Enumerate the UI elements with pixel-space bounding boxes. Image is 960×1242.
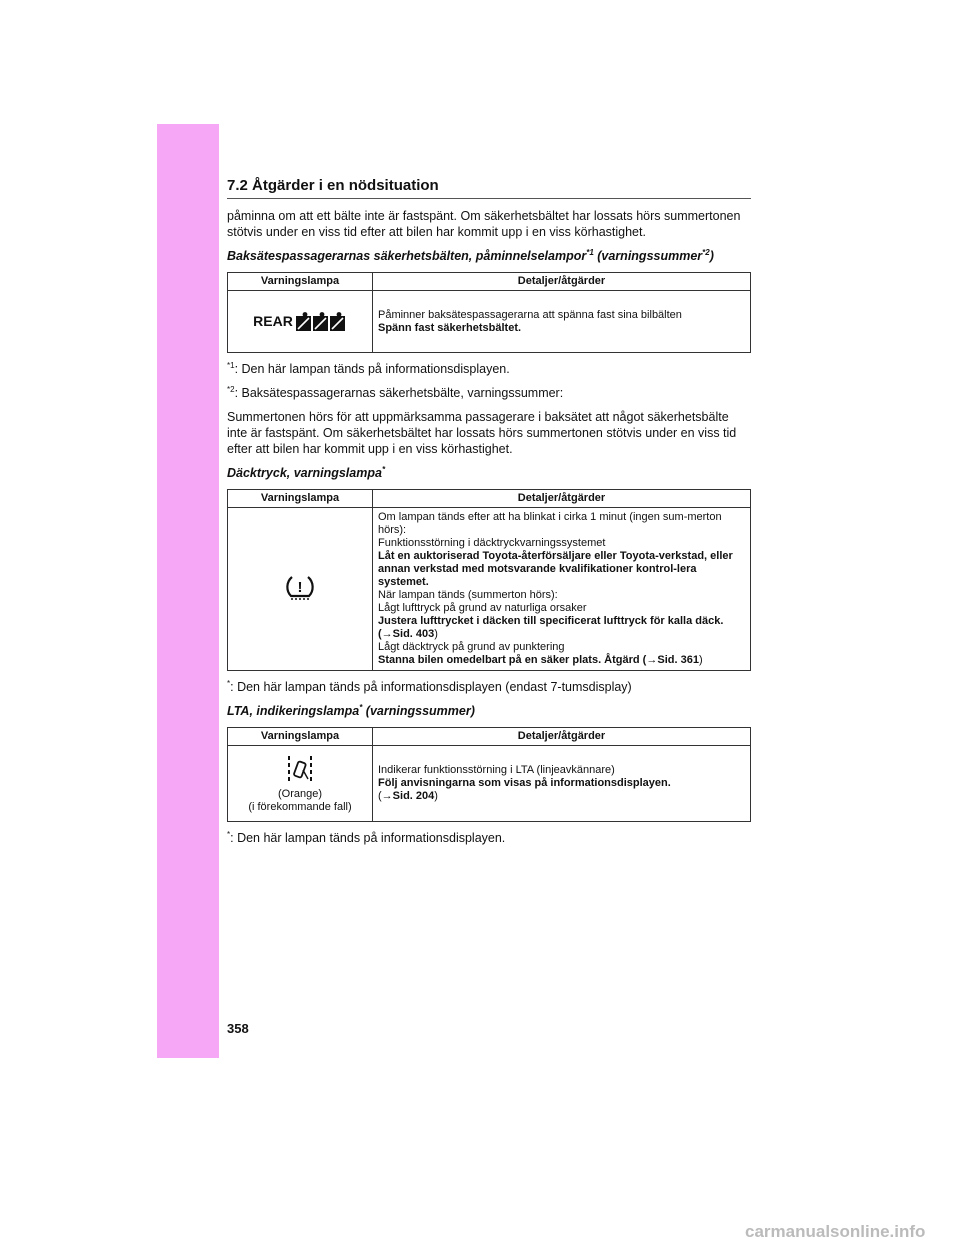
rear-belt-table — [227, 272, 751, 353]
footnote-1: $^{*1}$: Den här lampan tänds på informationsdisplayen. — [227, 360, 510, 376]
watermark: carmanualsonline.info — [745, 1222, 926, 1241]
rear-belt-body: Summertonen hörs för att uppmärksamma passagerare i baksätet att något säkerhetsbälte inte är fastspänt. Om säkerhetsbältet har lossats hörs summertonen stötvis under en viss tid efter att bilen har kommit upp i en viss körhastighet. — [227, 410, 737, 456]
page-ref-link[interactable]: Sid. 403 — [392, 628, 435, 640]
tire-pressure-icon — [285, 573, 315, 601]
lta-details: Indikerar funktionsstörning i LTA (linjeavkännare) Följ anvisningarna som visas på informationsdisplayen. (→Sid. 204) — [373, 746, 751, 822]
rear-belt-heading: Baksätespassagerarnas säkerhetsbälten, påminnelselampor$^{*1}$ (varningssummer$^{*2}$) — [227, 247, 714, 263]
lane-departure-icon — [285, 754, 315, 784]
rear-belt-lamp-icon: REAR — [253, 312, 347, 332]
chapter-side-tab — [157, 124, 219, 1058]
col-header-lamp: Varningslampa — [228, 728, 373, 746]
col-header-details: Detaljer/åtgärder — [373, 490, 751, 508]
lta-footnote: *: Den här lampan tänds på informationsdisplayen. — [227, 829, 506, 845]
intro-paragraph: påminna om att ett bälte inte är fastspänt. Om säkerhetsbältet har lossats hörs summertonen stötvis under en viss tid efter att bilen har kommit upp i en viss körhastighet. — [227, 209, 741, 239]
tire-lamp-cell — [228, 508, 373, 671]
page-content — [227, 208, 751, 854]
footnote-2: $^{*2}$: Baksätespassagerarnas säkerhetsbälte, varningssummer: — [227, 384, 564, 400]
tire-heading: Däcktryck, varningslampa* — [227, 464, 386, 480]
col-header-details: Detaljer/åtgärder — [373, 728, 751, 746]
tire-details: Om lampan tänds efter att ha blinkat i cirka 1 minut (ingen sum-merton hörs): Funktionsstörning i däcktryckvarningssystemet Låt en auktoriserad Toyota-återförsäljare eller Toyota-verkstad, eller annan verkstad med motsvarande kvalifikationer kontrol-lera systemet. När lampan tänds (summerton hörs): Lågt lufttryck på grund av naturliga orsaker Justera lufttrycket i däcken till specificerat lufttryck för kalla däck.(→Sid. 403) Lågt däcktryck på grund av punktering Stanna bilen omedelbart på en säker plats. Åtgärd (→Sid. 361) — [373, 508, 751, 671]
section-title: 7.2 Åtgärder i en nödsituation — [227, 177, 751, 199]
rear-belt-lamp-cell — [228, 291, 373, 353]
lta-lamp-cell: (Orange) (i förekommande fall) — [228, 746, 373, 822]
page-number: 358 — [227, 1021, 249, 1036]
lta-heading: LTA, indikeringslampa* (varningssummer) — [227, 702, 475, 718]
col-header-lamp: Varningslampa — [228, 273, 373, 291]
tire-table — [227, 489, 751, 671]
lta-table — [227, 727, 751, 822]
seatbelt-icon — [295, 312, 347, 332]
tire-icon-mark: ! — [297, 579, 303, 596]
tire-footnote: *: Den här lampan tänds på informationsdisplayen (endast 7-tumsdisplay) — [227, 678, 632, 694]
page-ref-link[interactable]: Sid. 361 — [657, 654, 699, 666]
col-header-details: Detaljer/åtgärder — [373, 273, 751, 291]
col-header-lamp: Varningslampa — [228, 490, 373, 508]
page-ref-link[interactable]: Sid. 204 — [392, 790, 435, 802]
rear-belt-details: Påminner baksätespassagerarna att spänna fast sina bilbälten Spänn fast säkerhetsbältet. — [373, 291, 751, 353]
